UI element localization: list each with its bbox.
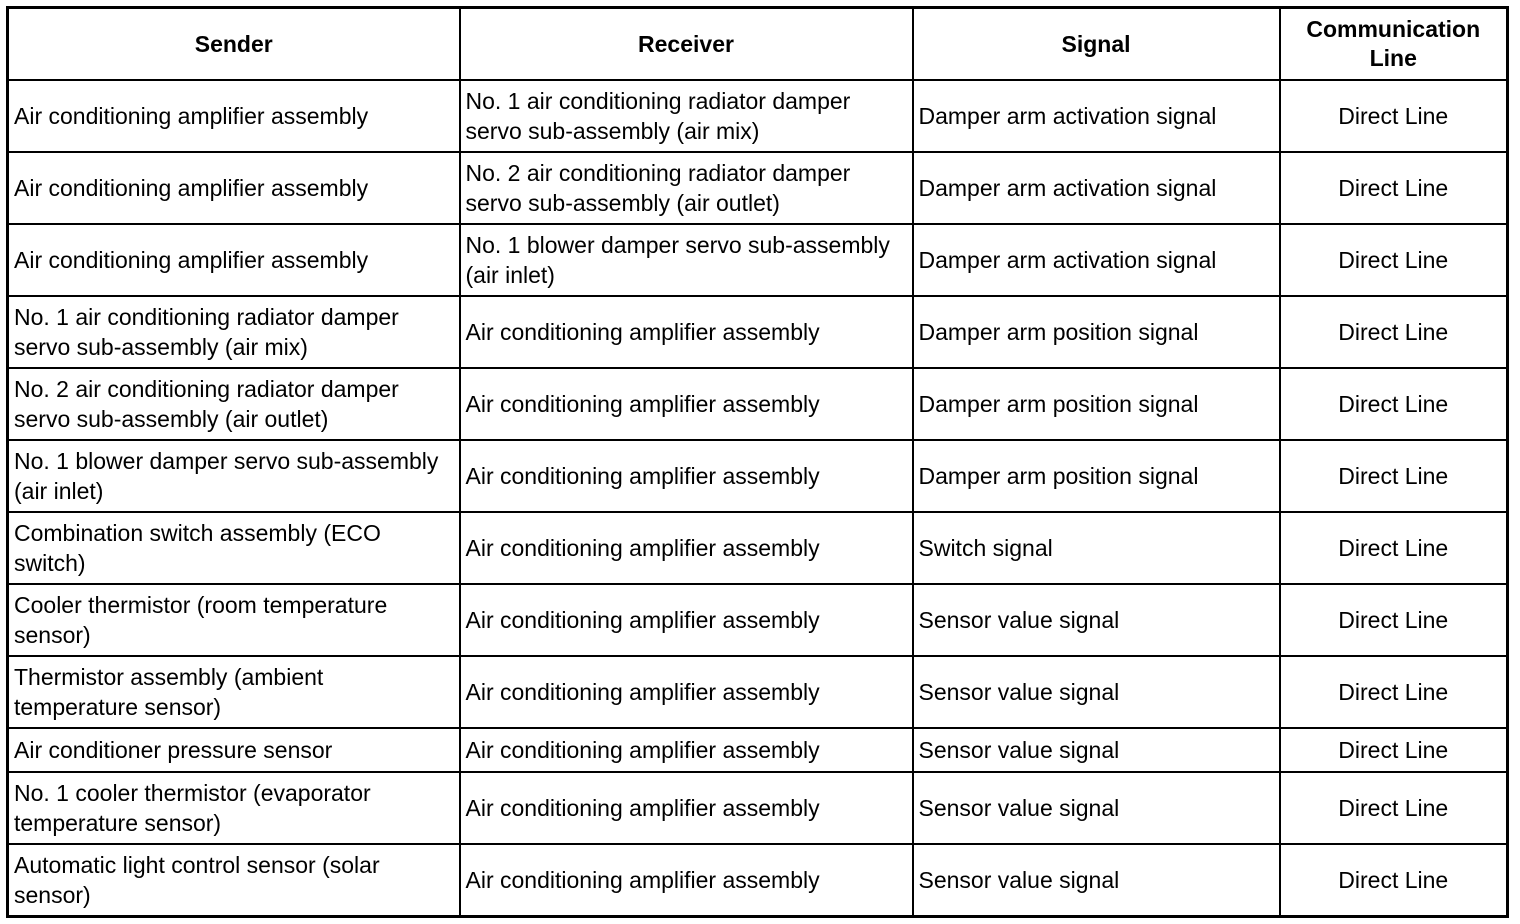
cell-signal: Switch signal — [913, 512, 1280, 584]
cell-receiver: No. 1 blower damper servo sub-assembly (air inlet) — [460, 224, 913, 296]
cell-receiver: Air conditioning amplifier assembly — [460, 728, 913, 772]
header-receiver: Receiver — [460, 8, 913, 81]
table-row — [8, 512, 1508, 584]
cell-signal: Damper arm position signal — [913, 368, 1280, 440]
header-communication-line: Communication Line — [1280, 8, 1508, 81]
table-row — [8, 368, 1508, 440]
table-row — [8, 152, 1508, 224]
cell-sender: No. 1 cooler thermistor (evaporator temperature sensor) — [8, 772, 460, 844]
table-row — [8, 296, 1508, 368]
header-sender: Sender — [8, 8, 460, 81]
table-row — [8, 844, 1508, 917]
cell-signal: Damper arm position signal — [913, 296, 1280, 368]
cell-sender: Automatic light control sensor (solar sensor) — [8, 844, 460, 917]
cell-communication-line: Direct Line — [1280, 224, 1508, 296]
cell-communication-line: Direct Line — [1280, 656, 1508, 728]
cell-sender: Air conditioning amplifier assembly — [8, 224, 460, 296]
cell-receiver: Air conditioning amplifier assembly — [460, 440, 913, 512]
cell-communication-line: Direct Line — [1280, 512, 1508, 584]
cell-sender: Thermistor assembly (ambient temperature sensor) — [8, 656, 460, 728]
cell-receiver: Air conditioning amplifier assembly — [460, 584, 913, 656]
table-row — [8, 584, 1508, 656]
cell-communication-line: Direct Line — [1280, 368, 1508, 440]
cell-sender: No. 1 blower damper servo sub-assembly (air inlet) — [8, 440, 460, 512]
table-row — [8, 772, 1508, 844]
table-row — [8, 728, 1508, 772]
cell-sender: Cooler thermistor (room temperature sensor) — [8, 584, 460, 656]
cell-sender: Air conditioning amplifier assembly — [8, 152, 460, 224]
cell-sender: Air conditioning amplifier assembly — [8, 80, 460, 152]
cell-sender: Combination switch assembly (ECO switch) — [8, 512, 460, 584]
table-row — [8, 440, 1508, 512]
cell-communication-line: Direct Line — [1280, 584, 1508, 656]
cell-signal: Sensor value signal — [913, 772, 1280, 844]
communication-table-container — [6, 6, 1509, 918]
cell-sender: Air conditioner pressure sensor — [8, 728, 460, 772]
cell-receiver: Air conditioning amplifier assembly — [460, 296, 913, 368]
cell-signal: Sensor value signal — [913, 728, 1280, 772]
table-row — [8, 656, 1508, 728]
cell-signal: Sensor value signal — [913, 584, 1280, 656]
table-header-row — [8, 8, 1508, 81]
table-row — [8, 224, 1508, 296]
cell-communication-line: Direct Line — [1280, 296, 1508, 368]
cell-sender: No. 2 air conditioning radiator damper servo sub-assembly (air outlet) — [8, 368, 460, 440]
cell-communication-line: Direct Line — [1280, 844, 1508, 917]
table-row — [8, 80, 1508, 152]
cell-communication-line: Direct Line — [1280, 772, 1508, 844]
cell-signal: Damper arm activation signal — [913, 224, 1280, 296]
cell-signal: Damper arm activation signal — [913, 80, 1280, 152]
cell-signal: Sensor value signal — [913, 844, 1280, 917]
cell-sender: No. 1 air conditioning radiator damper servo sub-assembly (air mix) — [8, 296, 460, 368]
header-signal: Signal — [913, 8, 1280, 81]
communication-table — [6, 6, 1509, 918]
cell-communication-line: Direct Line — [1280, 152, 1508, 224]
cell-signal: Damper arm position signal — [913, 440, 1280, 512]
cell-receiver: Air conditioning amplifier assembly — [460, 844, 913, 917]
cell-receiver: Air conditioning amplifier assembly — [460, 368, 913, 440]
cell-receiver: No. 1 air conditioning radiator damper servo sub-assembly (air mix) — [460, 80, 913, 152]
cell-signal: Damper arm activation signal — [913, 152, 1280, 224]
cell-receiver: No. 2 air conditioning radiator damper servo sub-assembly (air outlet) — [460, 152, 913, 224]
cell-communication-line: Direct Line — [1280, 80, 1508, 152]
cell-signal: Sensor value signal — [913, 656, 1280, 728]
cell-receiver: Air conditioning amplifier assembly — [460, 772, 913, 844]
cell-communication-line: Direct Line — [1280, 440, 1508, 512]
cell-receiver: Air conditioning amplifier assembly — [460, 512, 913, 584]
cell-communication-line: Direct Line — [1280, 728, 1508, 772]
cell-receiver: Air conditioning amplifier assembly — [460, 656, 913, 728]
